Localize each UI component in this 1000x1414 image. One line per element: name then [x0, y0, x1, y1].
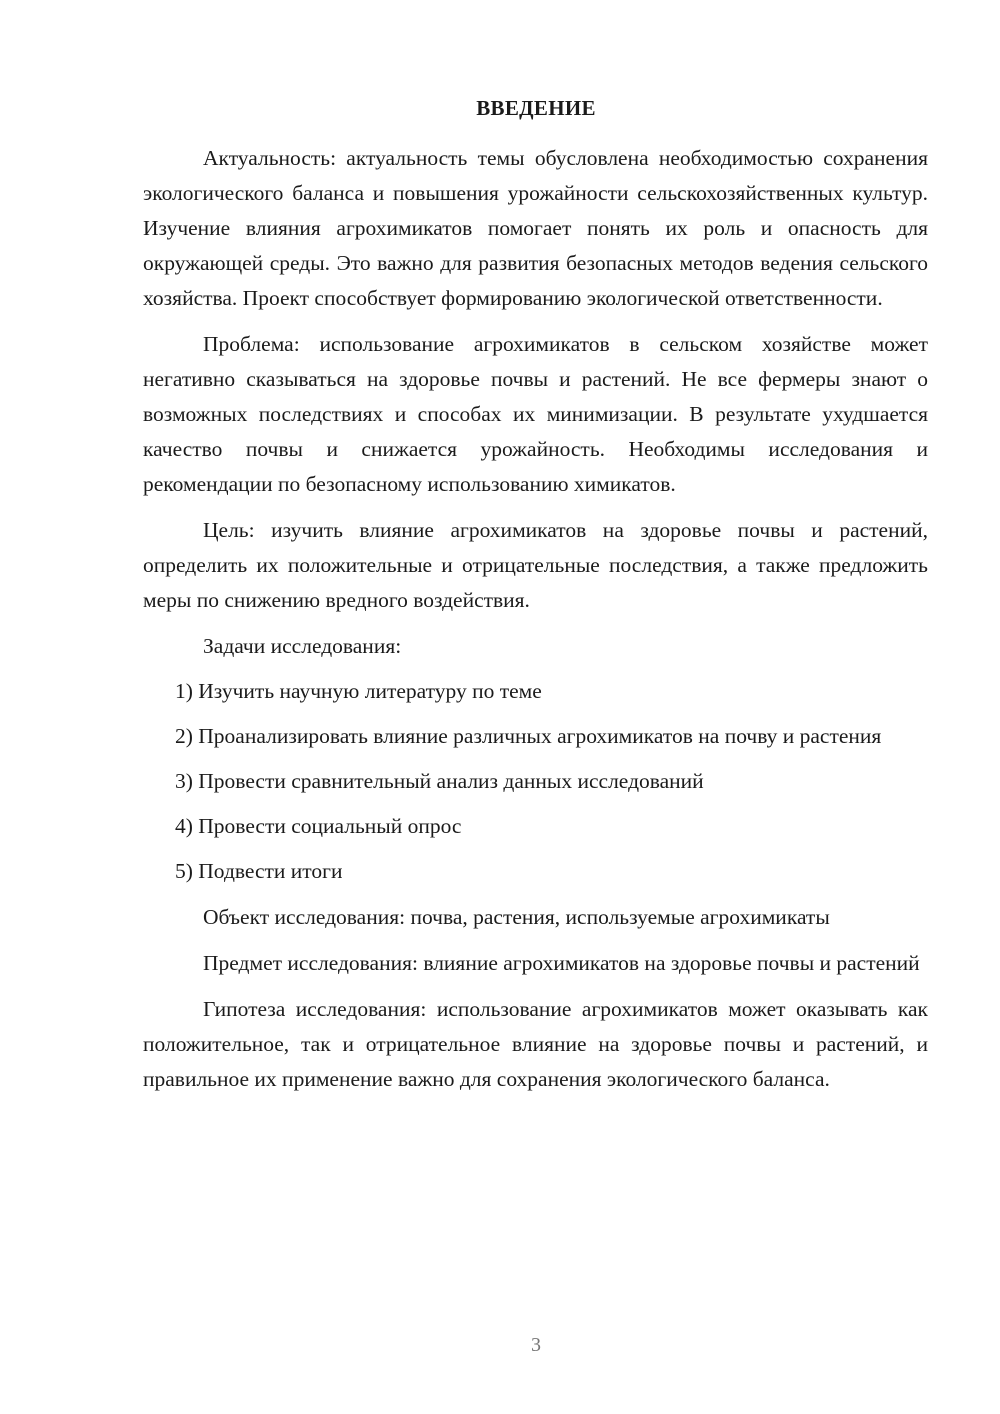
task-item-4: 4) Провести социальный опрос [175, 814, 462, 838]
paragraph-tasks-heading: Задачи исследования: [203, 634, 402, 658]
paragraph-relevance: Актуальность: актуальность темы обусловлена необходимостью сохранения экологического баланса и повышения урожайности сельскохозяйственных культур. Изучение влияния агрохимикатов помогает понять их роль и опасность для окружающей среды. Это важно для развития безопасных методов ведения сельского хозяйства. Проект способствует формированию экологической ответственности. [143, 146, 928, 310]
paragraph-goal: Цель: изучить влияние агрохимикатов на здоровье почвы и растений, определить их положительные и отрицательные последствия, а также предложить меры по снижению вредного воздействия. [143, 518, 928, 612]
page-number: 3 [531, 1334, 541, 1356]
paragraph-subject: Предмет исследования: влияние агрохимикатов на здоровье почвы и растений [203, 951, 920, 975]
task-item-1: 1) Изучить научную литературу по теме [175, 679, 542, 703]
document-body [143, 141, 928, 1097]
page-title: ВВЕДЕНИЕ [476, 96, 596, 120]
task-item-3: 3) Провести сравнительный анализ данных исследований [175, 769, 704, 793]
task-item-2: 2) Проанализировать влияние различных агрохимикатов на почву и растения [175, 724, 882, 748]
paragraph-problem: Проблема: использование агрохимикатов в сельском хозяйстве может негативно сказываться на здоровье почвы и растений. Не все фермеры знают о возможных последствиях и способах их минимизации. В результате ухудшается качество почвы и снижается урожайность. Необходимы исследования и рекомендации по безопасному использованию химикатов. [143, 332, 928, 496]
paragraph-hypothesis: Гипотеза исследования: использование агрохимикатов может оказывать как положительное, так и отрицательное влияние на здоровье почвы и растений, и правильное их применение важно для сохранения экологического баланса. [143, 997, 928, 1091]
task-item-5: 5) Подвести итоги [175, 859, 343, 883]
paragraph-object: Объект исследования: почва, растения, используемые агрохимикаты [203, 905, 830, 929]
